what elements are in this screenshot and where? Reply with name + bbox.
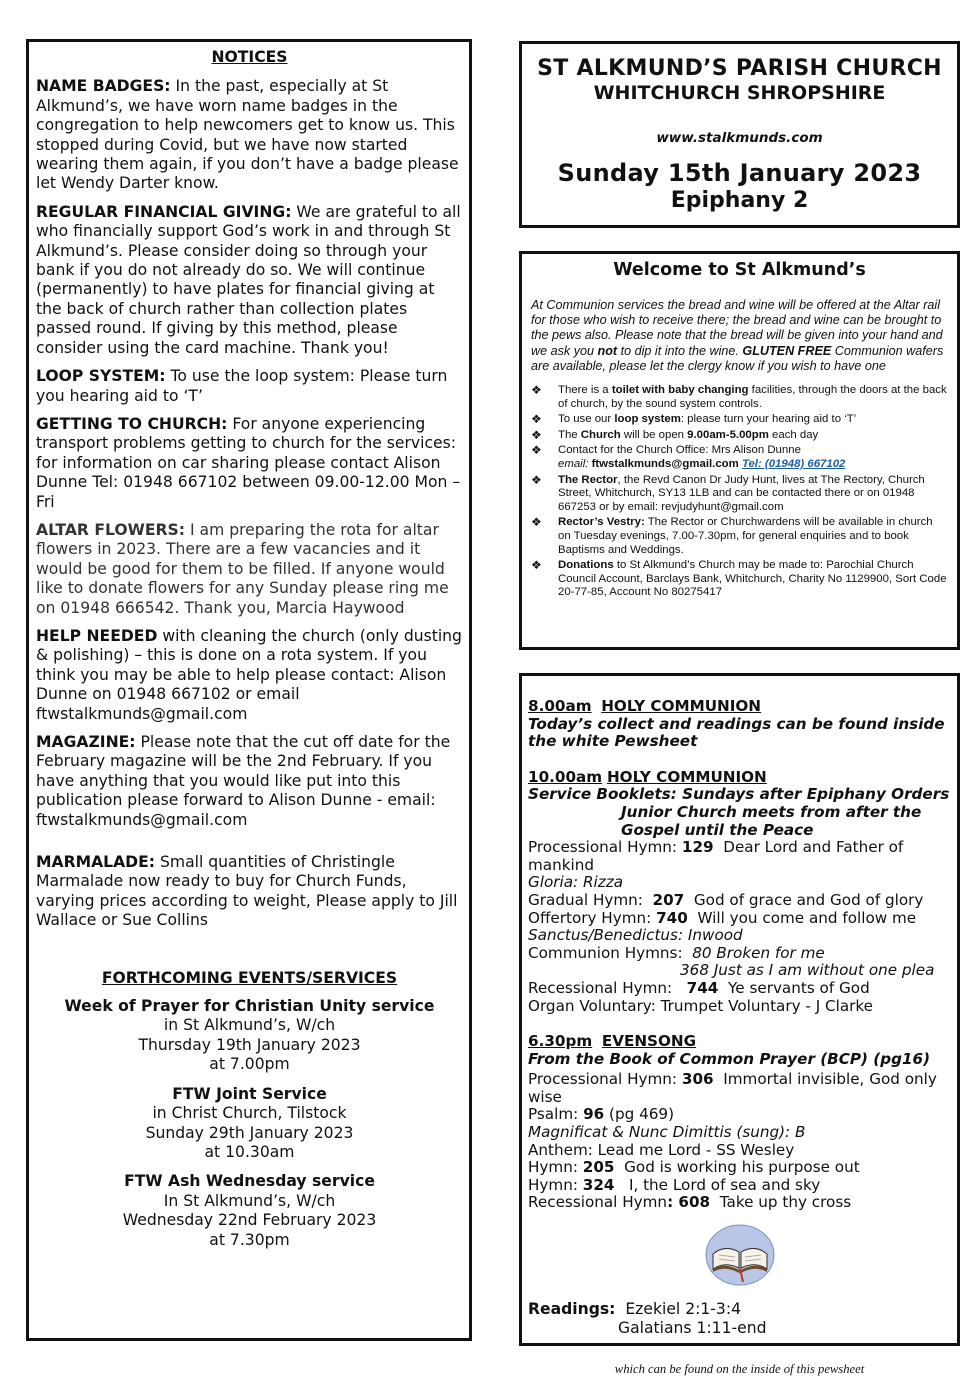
list-item: ❖ There is a toilet with baby changing facilities, through the doors at the back of church, by the sound system controls. (531, 383, 947, 410)
welcome-intro: At Communion services the bread and wine will be offered at the Altar rail for those who wish to receive there; the bread and wine can be brought to the pews also. Please note that the bread will be given into your hand and we ask you not to dip it into the wine. GLUTEN FREE Communion wafers are available, please let the clergy know if you wish to have one (531, 298, 944, 373)
welcome-panel (519, 251, 960, 650)
diamond-bullet-icon: ❖ (531, 515, 542, 530)
diamond-bullet-icon: ❖ (531, 412, 542, 427)
service-10am: 10.00am HOLY COMMUNION Service Booklets: Sundays after Epiphany Orders Junior Church meets from after the Gospel until the Peace Processional Hymn: 129 Dear Lord and Father of mankind Gloria: Rizza Gradual Hymn: 207 God of grace and God of glory Offertory Hymn: 740 Will you come and follow me Sanctus/Benedictus: Inwood Communion Hymns: 80 Broken for me 368 Just as I am without one plea Recessional Hymn: 744 Ye servants of God Organ Voluntary: Trumpet Voluntary - J Clarke (528, 767, 950, 1015)
notice-loop: LOOP SYSTEM: To use the loop system: Please turn you hearing aid to ‘T’ (36, 367, 448, 405)
services-panel (519, 673, 960, 1376)
event-item: FTW Joint Service in Christ Church, Tilstock Sunday 29th January 2023 at 10.30am (145, 1084, 354, 1161)
website-link[interactable]: www.stalkmunds.com (656, 130, 823, 146)
diamond-bullet-icon: ❖ (531, 383, 542, 398)
header-panel (519, 41, 960, 228)
event-item: FTW Ash Wednesday service In St Alkmund’s, W/ch Wednesday 22nd February 2023 at 7.30pm (122, 1172, 377, 1249)
list-item: ❖ Rector’s Vestry: The Rector or Churchwardens will be available in church on Tuesday evenings, 7.00-7.30pm, for general enquiries and to book Baptisms and Weddings. (531, 515, 933, 556)
list-item: ❖ Donations to St Alkmund’s Church may be made to: Parochial Church Council Account, Barclays Bank, Whitchurch, Charity No 1129900, Sort Code 20-77-85, Account No 80275417 (531, 558, 947, 599)
notice-name-badges: NAME BADGES: In the past, especially at St Alkmund’s, we have worn name badges in the congregation to help newcomers get to know us. This stopped during Covid, but we have now started wearing them again, if you don’t have a badge please let Wendy Darter know. (36, 77, 459, 193)
church-name: ST ALKMUND’S PARISH CHURCH (537, 56, 942, 81)
readings: Readings: Ezekiel 2:1-3:4 Galatians 1:11-end (528, 1300, 767, 1338)
welcome-list (531, 384, 948, 600)
welcome-title: Welcome to St Alkmund’s (613, 260, 866, 280)
open-bible-icon (705, 1224, 775, 1286)
list-item: ❖ Contact for the Church Office: Mrs Alison Dunne email: ftwstalkmunds@gmail.com Tel: (01948) 667102 (531, 443, 846, 470)
diamond-bullet-icon: ❖ (531, 443, 542, 458)
occasion: Epiphany 2 (670, 188, 809, 213)
church-town: WHITCHURCH SHROPSHIRE (593, 82, 886, 104)
service-date: Sunday 15th January 2023 (557, 159, 922, 187)
notice-giving: REGULAR FINANCIAL GIVING: We are grateful to all who financially support God’s work in and through St Alkmund’s. Please consider doing so through your bank if you do not already do so. We will continue (permanently) to have plates for financial giving at the back of church rather than collection plates passed round. If giving by this method, please consider using the card machine. Thank you! (36, 202, 461, 357)
notice-marmalade: MARMALADE: Small quantities of Christingle Marmalade now ready to buy for Church Funds, varying prices according to weight, Please apply to Jill Wallace or Sue Collins (36, 853, 458, 930)
event-item: Week of Prayer for Christian Unity service in St Alkmund’s, W/ch Thursday 19th January 2023 at 7.00pm (64, 997, 435, 1074)
list-item: ❖ The Rector, the Revd Canon Dr Judy Hunt, lives at The Rectory, Church Street, Whitchurch, SY13 1LB and can be contacted there or on 01948 667253 or by email: revjudyhunt@gmail.com (531, 472, 925, 513)
notice-help: HELP NEEDED with cleaning the church (only dusting & polishing) – this is done on a rota system. If you think you may be able to help please contact: Alison Dunne on 01948 667102 or email ftwstalkmunds@gmail.com (36, 626, 462, 723)
readings-footer-note: which can be found on the inside of this pewsheet (614, 1361, 865, 1376)
service-8am: 8.00am HOLY COMMUNION Today’s collect and readings can be found inside the white Pewsheet (528, 697, 945, 751)
notices-heading: NOTICES (211, 48, 288, 66)
office-email[interactable]: ftwstalkmunds@gmail.com (591, 457, 739, 470)
notice-altar: ALTAR FLOWERS: I am preparing the rota for altar flowers in 2023. There are a few vacancies and it would be good for them to be filled. If anyone would like to donate flowers for any Sunday please ring me on 01948 666542. Thank you, Marcia Haywood (36, 520, 449, 617)
diamond-bullet-icon: ❖ (531, 427, 542, 442)
list-item: ❖ To use our loop system: please turn your hearing aid to ‘T’ (531, 412, 857, 427)
notice-magazine: MAGAZINE: Please note that the cut off date for the February magazine will be the 2nd February. If you have anything that you would like put into this publication please forward to Alison Dunne - email: ftwstalkmunds@gmail.com (36, 733, 451, 829)
list-item: ❖ The Church will be open 9.00am-5.00pm each day (531, 427, 819, 442)
office-phone-link[interactable]: Tel: (01948) 667102 (741, 457, 846, 470)
diamond-bullet-icon: ❖ (531, 472, 542, 487)
events-heading: FORTHCOMING EVENTS/SERVICES (101, 968, 398, 987)
service-evensong: 6.30pm EVENSONG From the Book of Common Prayer (BCP) (pg16) Processional Hymn: 306 Immortal invisible, God only wise Psalm: 96 (pg 469) Magnificat & Nunc Dimittis (sung): B Anthem: Lead me Lord - SS Wesley Hymn: 205 God is working his purpose out Hymn: 324 I, the Lord of sea and sky Recessional Hymn: 608 Take up thy cross (528, 1032, 937, 1212)
notice-getting: GETTING TO CHURCH: For anyone experiencing transport problems getting to church for the services: for information on car sharing please contact Alison Dunne Tel: 01948 667102 between 09.00-12.00 Mon –Fri (36, 414, 461, 511)
diamond-bullet-icon: ❖ (531, 558, 542, 573)
notices-panel (26, 39, 472, 1341)
